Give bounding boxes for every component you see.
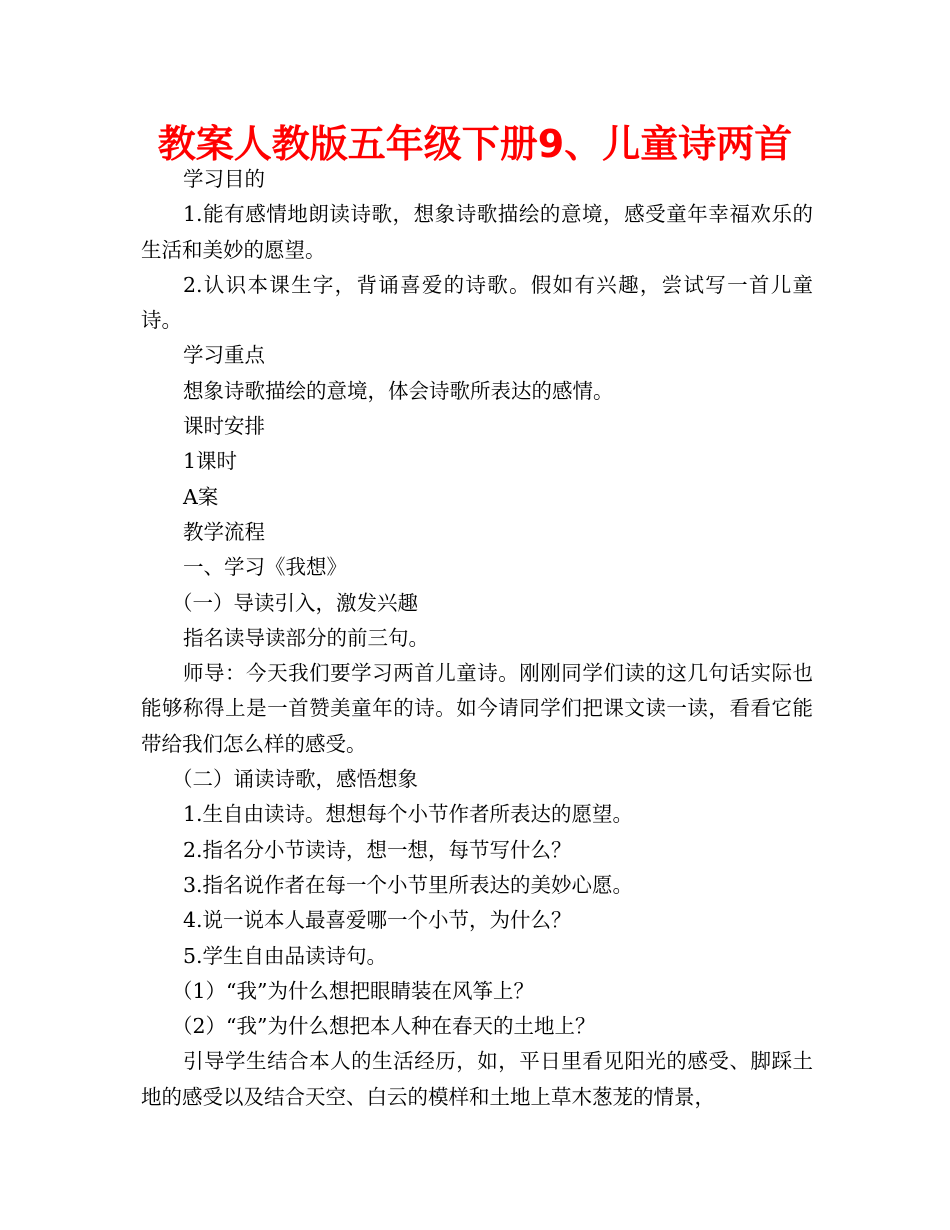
paragraph: （2）“我”为什么想把本人种在春天的土地上？ [172, 1014, 596, 1039]
paragraph: （一）导读引入，激发兴趣 [172, 590, 418, 615]
paragraph: 指名读导读部分的前三句。 [183, 625, 429, 650]
paragraph: 教学流程 [183, 519, 265, 544]
paragraph: 学习重点 [183, 343, 265, 368]
paragraph: 1.能有感情地朗读诗歌，想象诗歌描绘的意境，感受童年幸福欢乐的生活和美妙的愿望。 [141, 202, 813, 262]
paragraph: 学习目的 [183, 167, 265, 191]
paragraph: （1）“我”为什么想把眼睛装在风筝上？ [172, 978, 535, 1003]
paragraph: 1.生自由读诗。想想每个小节作者所表达的愿望。 [183, 802, 634, 827]
paragraph: 1课时 [183, 449, 238, 474]
paragraph: 2.指名分小节读诗，想一想，每节写什么？ [183, 837, 572, 862]
paragraph: 课时安排 [183, 414, 265, 439]
paragraph: 引导学生结合本人的生活经历，如，平日里看见阳光的感受、脚踩土地的感受以及结合天空、白云的模样和土地上草木葱茏的情景， [141, 1049, 813, 1109]
paragraph: A案 [183, 484, 219, 509]
paragraph: （二）诵读诗歌，感悟想象 [172, 767, 418, 792]
paragraph: 师导：今天我们要学习两首儿童诗。刚刚同学们读的这几句话实际也能够称得上是一首赞美童年的诗。如今请同学们把课文读一读，看看它能带给我们怎么样的感受。 [141, 661, 813, 756]
paragraph: 3.指名说作者在每一个小节里所表达的美妙心愿。 [183, 872, 634, 897]
document-title: 教案人教版五年级下册9、儿童诗两首 [157, 122, 793, 166]
paragraph: 想象诗歌描绘的意境，体会诗歌所表达的感情。 [183, 378, 614, 403]
paragraph: 2.认识本课生字，背诵喜爱的诗歌。假如有兴趣，尝试写一首儿童诗。 [141, 272, 813, 333]
document-body [141, 162, 813, 1115]
paragraph: 一、学习《我想》 [183, 555, 347, 580]
paragraph: 4.说一说本人最喜爱哪一个小节，为什么？ [183, 908, 572, 933]
paragraph: 5.学生自由品读诗句。 [183, 943, 388, 968]
